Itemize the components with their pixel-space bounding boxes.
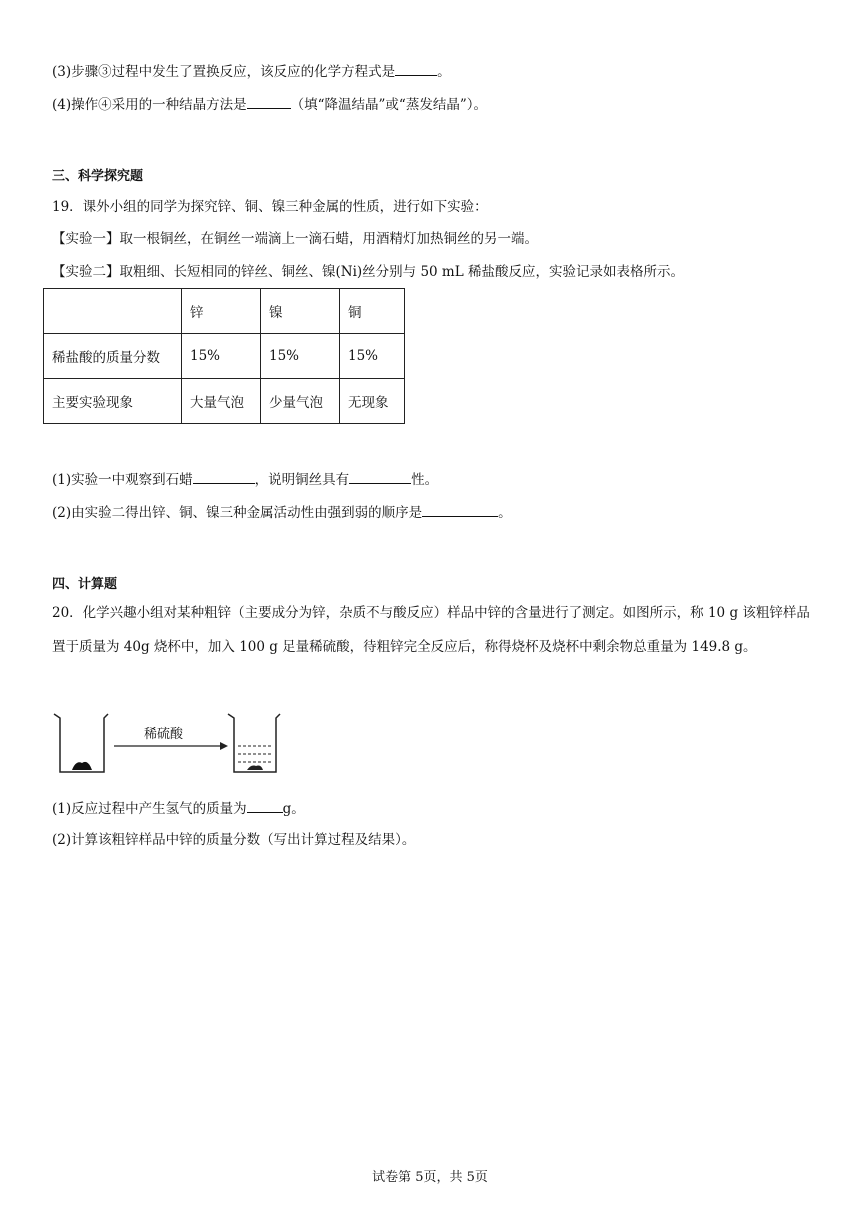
table-header-cell: 铜 bbox=[340, 289, 405, 334]
table-cell: 稀盐酸的质量分数 bbox=[44, 334, 182, 379]
q20-part1 bbox=[52, 799, 305, 818]
section-3-heading: 三、科学探究题 bbox=[52, 169, 144, 184]
beaker-after-icon bbox=[228, 714, 280, 772]
q19-part1 bbox=[52, 470, 438, 489]
table-cell: 15% bbox=[340, 334, 405, 379]
q18-part4 bbox=[52, 95, 487, 114]
q19-experiment-2: 【实验二】取粗细、长短相同的锌丝、铜丝、镍(Ni)丝分别与 50 mL 稀盐酸反应，实验记录如表格所示。 bbox=[52, 264, 684, 280]
q19-part2-text: (2)由实验二得出锌、铜、镍三种金属活动性由强到弱的顺序是 bbox=[52, 505, 423, 521]
section-4-heading: 四、计算题 bbox=[52, 577, 118, 592]
beaker-before-icon bbox=[54, 714, 108, 772]
table-cell: 主要实验现象 bbox=[44, 379, 182, 424]
table-row bbox=[44, 334, 405, 379]
answer-blank[interactable] bbox=[395, 62, 437, 76]
arrow-icon bbox=[114, 742, 228, 750]
q18-part3 bbox=[52, 62, 451, 81]
table-cell: 15% bbox=[261, 334, 340, 379]
q19-part1-mid: ，说明铜丝具有 bbox=[254, 472, 350, 488]
q18-part3-text: (3)步骤③过程中发生了置换反应，该反应的化学方程式是 bbox=[52, 64, 396, 80]
table-header-row bbox=[44, 289, 405, 334]
answer-blank[interactable] bbox=[422, 503, 498, 517]
page-footer: 试卷第 5页，共 5页 bbox=[372, 1170, 488, 1185]
table-cell: 大量气泡 bbox=[182, 379, 261, 424]
table-cell: 少量气泡 bbox=[261, 379, 340, 424]
q19-experiment-1: 【实验一】取一根铜丝，在铜丝一端滴上一滴石蜡，用酒精灯加热铜丝的另一端。 bbox=[52, 231, 538, 247]
experiment-figure bbox=[50, 708, 290, 778]
figure-label: 稀硫酸 bbox=[144, 727, 184, 742]
q20-text: 20．化学兴趣小组对某种粗锌（主要成分为锌，杂质不与酸反应）样品中锌的含量进行了测定。如图所示，称 10 g 该粗锌样品置于质量为 40g 烧杯中，加入 100 g 足量稀硫酸，待粗锌完全反应后，称得烧杯及烧杯中剩余物总重量为 149.8 g。 bbox=[52, 605, 810, 655]
q19-part1-text: (1)实验一中观察到石蜡 bbox=[52, 472, 193, 488]
q18-part3-end: 。 bbox=[437, 64, 451, 80]
q18-part4-end: （填“降温结晶”或“蒸发结晶”）。 bbox=[290, 97, 487, 113]
answer-blank[interactable] bbox=[193, 470, 255, 484]
answer-blank[interactable] bbox=[349, 470, 411, 484]
table-header-cell: 镍 bbox=[261, 289, 340, 334]
table-header-cell: 锌 bbox=[182, 289, 261, 334]
q20-part1-text: (1)反应过程中产生氢气的质量为 bbox=[52, 801, 247, 817]
q20-part2: (2)计算该粗锌样品中锌的质量分数（写出计算过程及结果）。 bbox=[52, 832, 416, 848]
table-header-cell bbox=[44, 289, 182, 334]
answer-blank[interactable] bbox=[247, 95, 291, 109]
table-cell: 15% bbox=[182, 334, 261, 379]
q19-part2 bbox=[52, 503, 512, 522]
table-cell: 无现象 bbox=[340, 379, 405, 424]
table-row bbox=[44, 379, 405, 424]
experiment-table bbox=[43, 288, 405, 424]
q20-part1-end: g。 bbox=[282, 801, 305, 817]
q19-part2-end: 。 bbox=[498, 505, 512, 521]
q19-part1-end: 性。 bbox=[411, 472, 439, 488]
q19-intro: 19．课外小组的同学为探究锌、铜、镍三种金属的性质，进行如下实验： bbox=[52, 199, 488, 215]
answer-blank[interactable] bbox=[247, 799, 283, 813]
q18-part4-text: (4)操作④采用的一种结晶方法是 bbox=[52, 97, 247, 113]
